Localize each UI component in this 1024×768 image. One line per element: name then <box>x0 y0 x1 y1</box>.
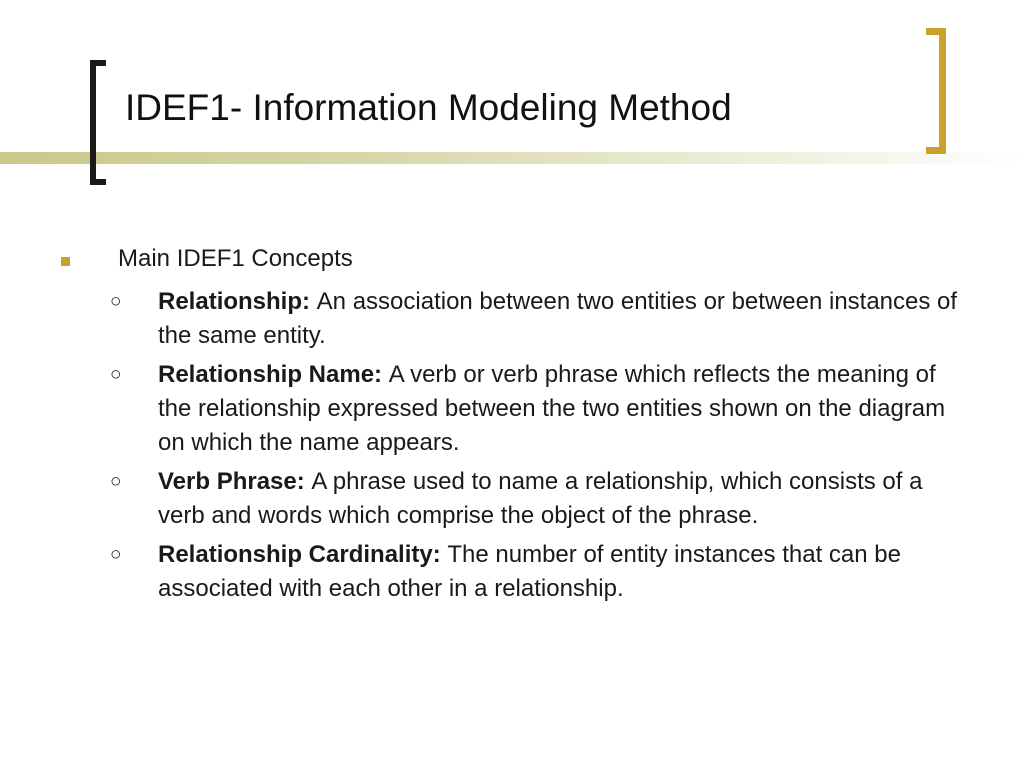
list-item <box>110 465 958 533</box>
slide-title: IDEF1- Information Modeling Method <box>125 87 732 128</box>
term-label: Verb Phrase: <box>158 468 312 495</box>
term-label: Relationship Name: <box>158 361 389 388</box>
term-label: Relationship Cardinality: <box>158 541 448 568</box>
circle-bullet-icon: ○ <box>110 291 122 312</box>
main-bullet-text: Main IDEF1 Concepts <box>118 245 353 272</box>
list-item <box>110 285 958 353</box>
title-underline-band <box>0 152 1024 164</box>
circle-bullet-icon: ○ <box>110 364 122 385</box>
term-definition: A verb or verb phrase which reflects the meaning of the relationship expressed between the two entities shown on the diagram on which the name appears. <box>158 361 946 456</box>
concept-list <box>110 285 958 611</box>
term-definition: An association between two entities or between instances of the same entity. <box>158 288 958 349</box>
circle-bullet-icon: ○ <box>110 471 122 492</box>
term-definition: A phrase used to name a relationship, which consists of a verb and words which comprise the object of the phrase. <box>158 468 923 529</box>
list-item <box>110 358 958 460</box>
circle-bullet-icon: ○ <box>110 544 122 565</box>
term-definition: The number of entity instances that can be associated with each other in a relationship. <box>158 541 901 602</box>
square-bullet-icon <box>61 257 70 266</box>
list-item <box>110 538 958 606</box>
term-label: Relationship: <box>158 288 317 315</box>
right-bracket-decoration <box>926 28 946 154</box>
left-bracket-decoration <box>90 60 106 185</box>
